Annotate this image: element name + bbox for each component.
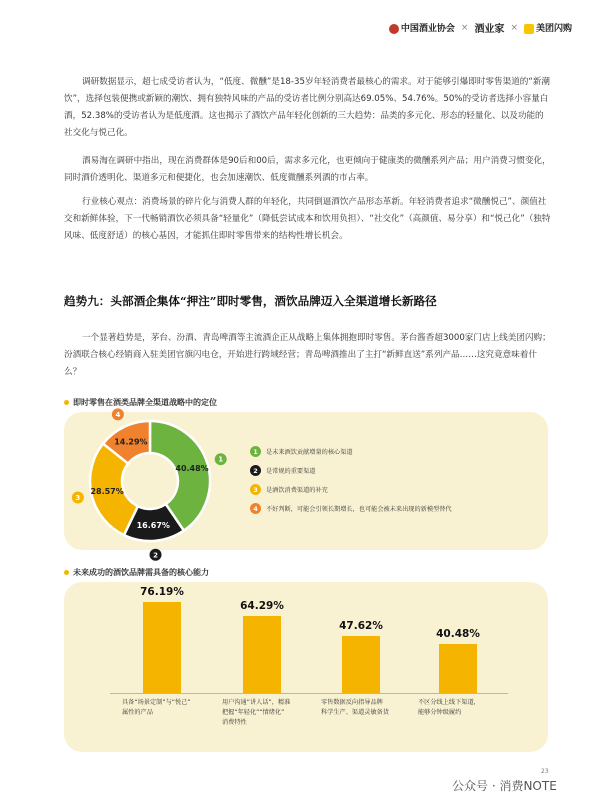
donut-badge-number: 1 [218, 455, 224, 464]
donut-badge-number: 2 [153, 551, 158, 560]
category-line: 能够分钟级履约 [418, 709, 462, 716]
legend-label: 不好判断，可能会引领长期增长，也可能会被未来出现的新模型替代 [266, 506, 452, 513]
legend-label: 是常规的重要渠道 [266, 468, 316, 475]
category-line: 科学生产、渠道灵敏备货 [321, 709, 390, 716]
paragraph-survey: 调研数据显示，超七成受访者认为，“低度、微醺”是18-35岁年轻消费者最核心的需求。对于能够引爆即时零售渠道的“新潮饮”，选择包装便携或新颖的潮饮、拥有独特风味的产品的受访者比例分别高达69.05%、54.76%。50%的受访者选择小容量白酒，52.38%的受访者认为是低度酒。这也揭示了酒饮产品年轻化创新的三大趋势：品类的多元化、形态的轻量化、以及功能的社交化与悦己化。 [64, 77, 551, 138]
association-logo: 中国酒业协会 [389, 21, 455, 34]
panel1-title: 即时零售在酒类品牌全渠道战略中的定位 [64, 397, 217, 408]
logo-separator: × [460, 22, 469, 33]
category-line: 消费特性 [222, 719, 247, 726]
donut-badge-number: 3 [75, 493, 81, 502]
capability-bar-value: 40.48% [436, 628, 480, 641]
legend-item-2 [250, 465, 316, 476]
capability-bar-category [122, 698, 191, 718]
bar-axis-line [110, 693, 508, 694]
capability-bar [439, 644, 477, 693]
page-number: 23 [541, 768, 549, 775]
donut-value-label: 14.29% [114, 437, 148, 447]
jiuyejia-logo: 酒业家 [474, 24, 505, 35]
capability-bar-value: 64.29% [240, 599, 284, 612]
donut-value-label: 28.57% [90, 486, 124, 496]
legend-label: 是酒饮消费渠道的补充 [266, 487, 328, 494]
legend-item-1 [250, 446, 353, 457]
paragraph-jiuyitao: 酒易淘在调研中指出，现在消费群体是90后和00后，需求多元化，也更倾向于健康类的微醺系列产品；用户消费习惯变化，同时酒价透明化、渠道多元和便捷化，也会加速潮饮、低度微醺系列酒的市占率。 [64, 156, 551, 183]
capability-bar-value: 47.62% [339, 619, 383, 632]
paragraph-intro: 一个显著趋势是，茅台、汾酒、青岛啤酒等主流酒企正从战略上集体拥抱即时零售。茅台酱香超3000家门店上线美团闪购；汾酒联合核心经销商入驻美团官旗闪电仓，开始进行跨域经营；青岛啤酒推出了主打“新鲜直送”系列产品……这究竟意味着什么？ [64, 333, 551, 377]
legend-badge: 3 [250, 484, 261, 495]
meituan-logo: 美团闪购 [524, 21, 572, 34]
legend-label: 是未来酒饮贡献增量的核心渠道 [266, 449, 353, 456]
legend-badge: 2 [250, 465, 261, 476]
category-line: 把握“年轻化”“情绪化” [222, 709, 285, 716]
category-line: 用户沟通“讲人话”，精准 [222, 699, 291, 706]
footer-watermark: 公众号 · 消费NOTE [452, 779, 557, 793]
donut-value-label: 16.67% [136, 520, 170, 530]
capability-bar-category [321, 698, 389, 718]
category-line: 零售数据反向指导品牌 [321, 699, 383, 706]
paragraph-core-view: 行业核心观点：消费场景的碎片化与消费人群的年轻化，共同倒逼酒饮产品形态革新。年轻消费者追求“微醺悦己”、颜值社交和新鲜体验，下一代畅销酒饮必须具备“轻量化”（降低尝试成本和饮用负担）、“社交化”（高颜值、易分享）和“悦己化”（独特风味、低度舒适）的核心基因，才能抓住即时零售带来的结构性增长机会。 [64, 197, 551, 241]
capability-bar [143, 602, 181, 693]
section-heading: 趋势九：头部酒企集体“押注”即时零售，酒饮品牌迈入全渠道增长新路径 [64, 294, 437, 308]
donut-badge-number: 4 [115, 410, 121, 419]
category-line: 属性的产品 [122, 709, 153, 716]
capability-bar-value: 76.19% [140, 585, 184, 598]
logo-separator: × [510, 22, 518, 33]
category-line: 具备“场景定制”与“悦己” [122, 699, 191, 706]
category-line: 不区分线上线下渠道， [418, 699, 480, 706]
donut-value-label: 40.48% [175, 464, 209, 474]
legend-item-4 [250, 503, 452, 514]
capability-bar-category [418, 698, 480, 718]
legend-badge: 1 [250, 446, 261, 457]
bullet-dot-icon [64, 570, 69, 575]
legend-item-3 [250, 484, 328, 495]
panel2-title: 未来成功的酒饮品牌需具备的核心能力 [64, 567, 209, 578]
capability-bar [243, 616, 281, 693]
capability-bar [342, 636, 380, 693]
legend-badge: 4 [250, 503, 261, 514]
capability-bar-category [222, 698, 290, 728]
